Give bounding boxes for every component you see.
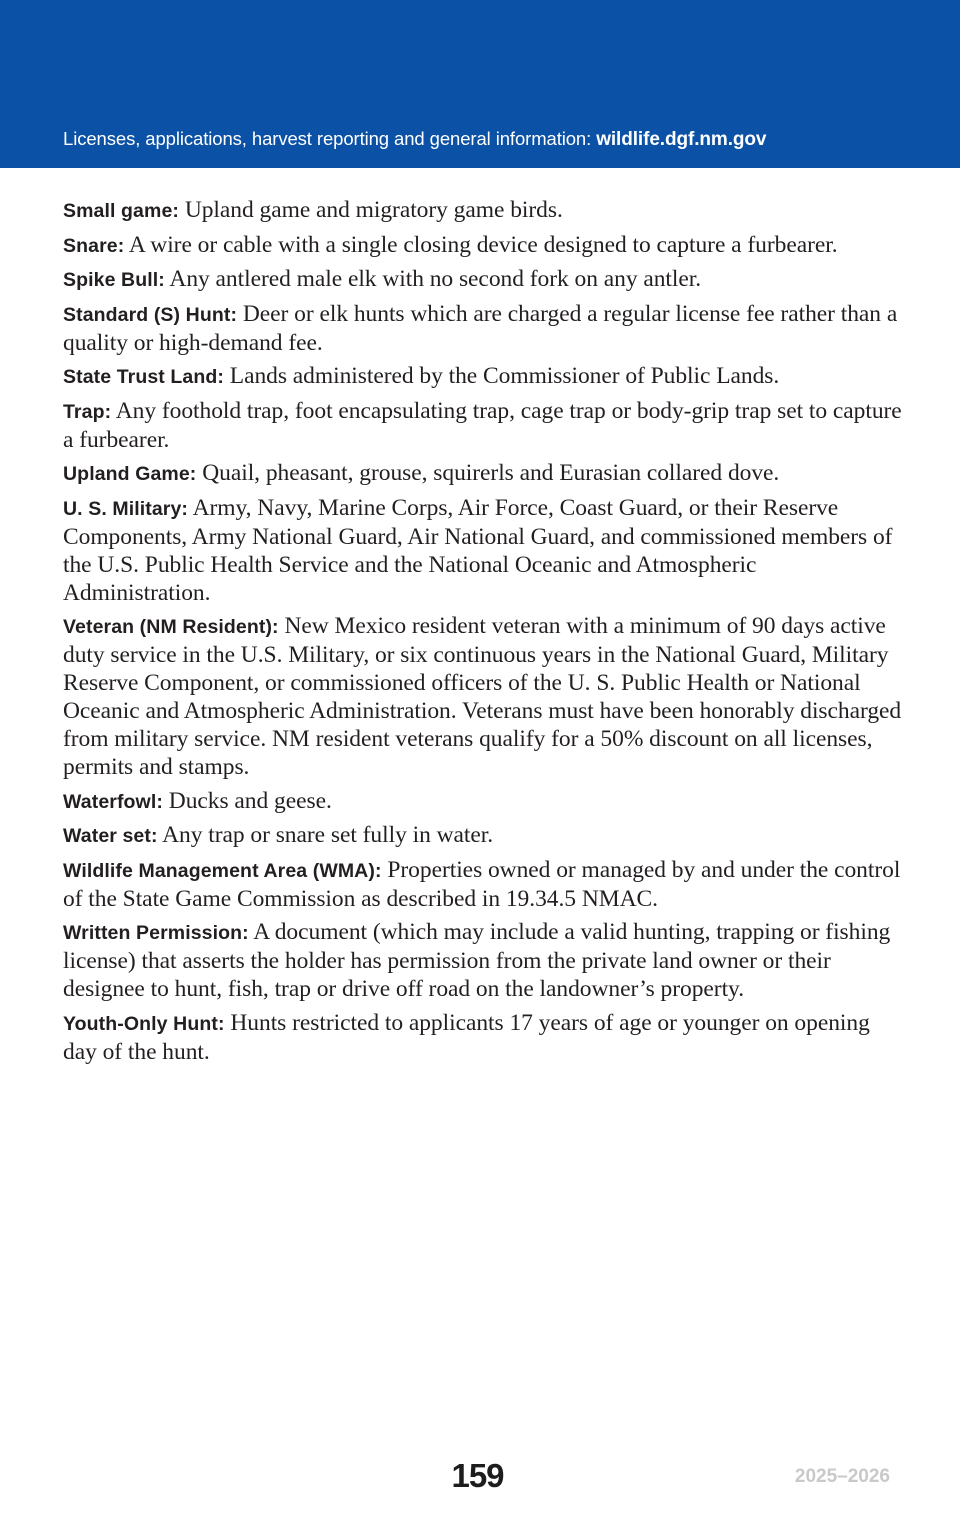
glossary-entry <box>63 459 908 488</box>
glossary-entry <box>63 494 908 607</box>
glossary-entry <box>63 856 908 913</box>
edition-years: 2025–2026 <box>794 1466 890 1487</box>
glossary-definition: Lands administered by the Commissioner of Public Lands. <box>229 363 780 389</box>
glossary-definition: Hunts restricted to applicants 17 years of age or younger on opening day of the hunt. <box>63 1009 870 1065</box>
glossary-entry <box>63 397 908 454</box>
glossary-definition: Any trap or snare set fully in water. <box>162 822 494 848</box>
glossary-term: Youth-Only Hunt: <box>63 1012 225 1035</box>
glossary-term: Standard (S) Hunt: <box>63 303 238 326</box>
glossary-entry <box>63 612 908 781</box>
glossary-entry <box>63 1009 908 1066</box>
header-info-text: Licenses, applications, harvest reporting and general information: <box>63 128 597 149</box>
glossary-definition: A document (which may include a valid hunting, trapping or fishing license) that asserts the holder has permission from the private land owner or their designee to hunt, fish, trap or drive off road on the landowner’s property. <box>63 919 891 1002</box>
glossary-definition: Quail, pheasant, grouse, squirerls and Eurasian collared dove. <box>202 460 780 486</box>
glossary-term: Snare: <box>63 234 125 257</box>
glossary-entry <box>63 231 908 260</box>
glossary-term: Small game: <box>63 200 179 222</box>
glossary-definition: Army, Navy, Marine Corps, Air Force, Coast Guard, or their Reserve Components, Army National Guard, Air National Guard, and commissioned members of the U.S. Public Health Service and the National Oceanic and Atmospheric Administration. <box>63 494 893 606</box>
glossary-entry <box>63 300 908 357</box>
glossary-term: Upland Game: <box>63 463 197 485</box>
glossary-definition: Deer or elk hunts which are charged a regular license fee rather than a quality or high-demand fee. <box>63 300 898 356</box>
glossary-term: Wildlife Management Area (WMA): <box>63 859 382 882</box>
glossary-term: U. S. Military: <box>63 497 189 520</box>
glossary-entry <box>63 362 908 391</box>
glossary-entry <box>63 787 908 816</box>
page-number: 159 <box>451 1457 504 1494</box>
glossary-definition: Any antlered male elk with no second fork on any antler. <box>169 266 702 292</box>
glossary-definition: New Mexico resident veteran with a minimum of 90 days active duty service in the U.S. Military, or six continuous years in the National Guard, Military Reserve Component, or commissioned officers of the U. S. Public Health or National Oceanic and Atmospheric Administration. Veterans must have been honorably discharged from military service. NM resident veterans qualify for a 50% discount on all licenses, permits and stamps. <box>63 613 902 780</box>
glossary-entry <box>63 265 908 294</box>
glossary-entry <box>63 918 908 1003</box>
glossary-entry <box>63 821 908 850</box>
glossary-term: Waterfowl: <box>63 790 163 813</box>
glossary-definition: A wire or cable with a single closing device designed to capture a furbearer. <box>128 231 838 258</box>
glossary-term: Water set: <box>63 825 158 847</box>
header-info <box>63 128 766 151</box>
glossary-definition: Upland game and migratory game birds. <box>184 197 563 223</box>
glossary-entry <box>63 196 908 225</box>
glossary-term: State Trust Land: <box>63 366 224 388</box>
glossary-definition: Ducks and geese. <box>168 787 332 814</box>
website-link[interactable]: wildlife.dgf.nm.gov <box>596 129 767 150</box>
glossary-term: Trap: <box>63 400 112 423</box>
glossary-term: Spike Bull: <box>63 269 165 291</box>
glossary-definition: Any foothold trap, foot encapsulating trap, cage trap or body-grip trap set to capture a furbearer. <box>63 397 902 453</box>
glossary-term: Written Permission: <box>63 922 249 944</box>
glossary-term: Veteran (NM Resident): <box>63 616 279 638</box>
glossary-list <box>63 196 908 1071</box>
glossary-definition: Properties owned or managed by and under the control of the State Game Commission as described in 19.34.5 NMAC. <box>63 856 901 912</box>
